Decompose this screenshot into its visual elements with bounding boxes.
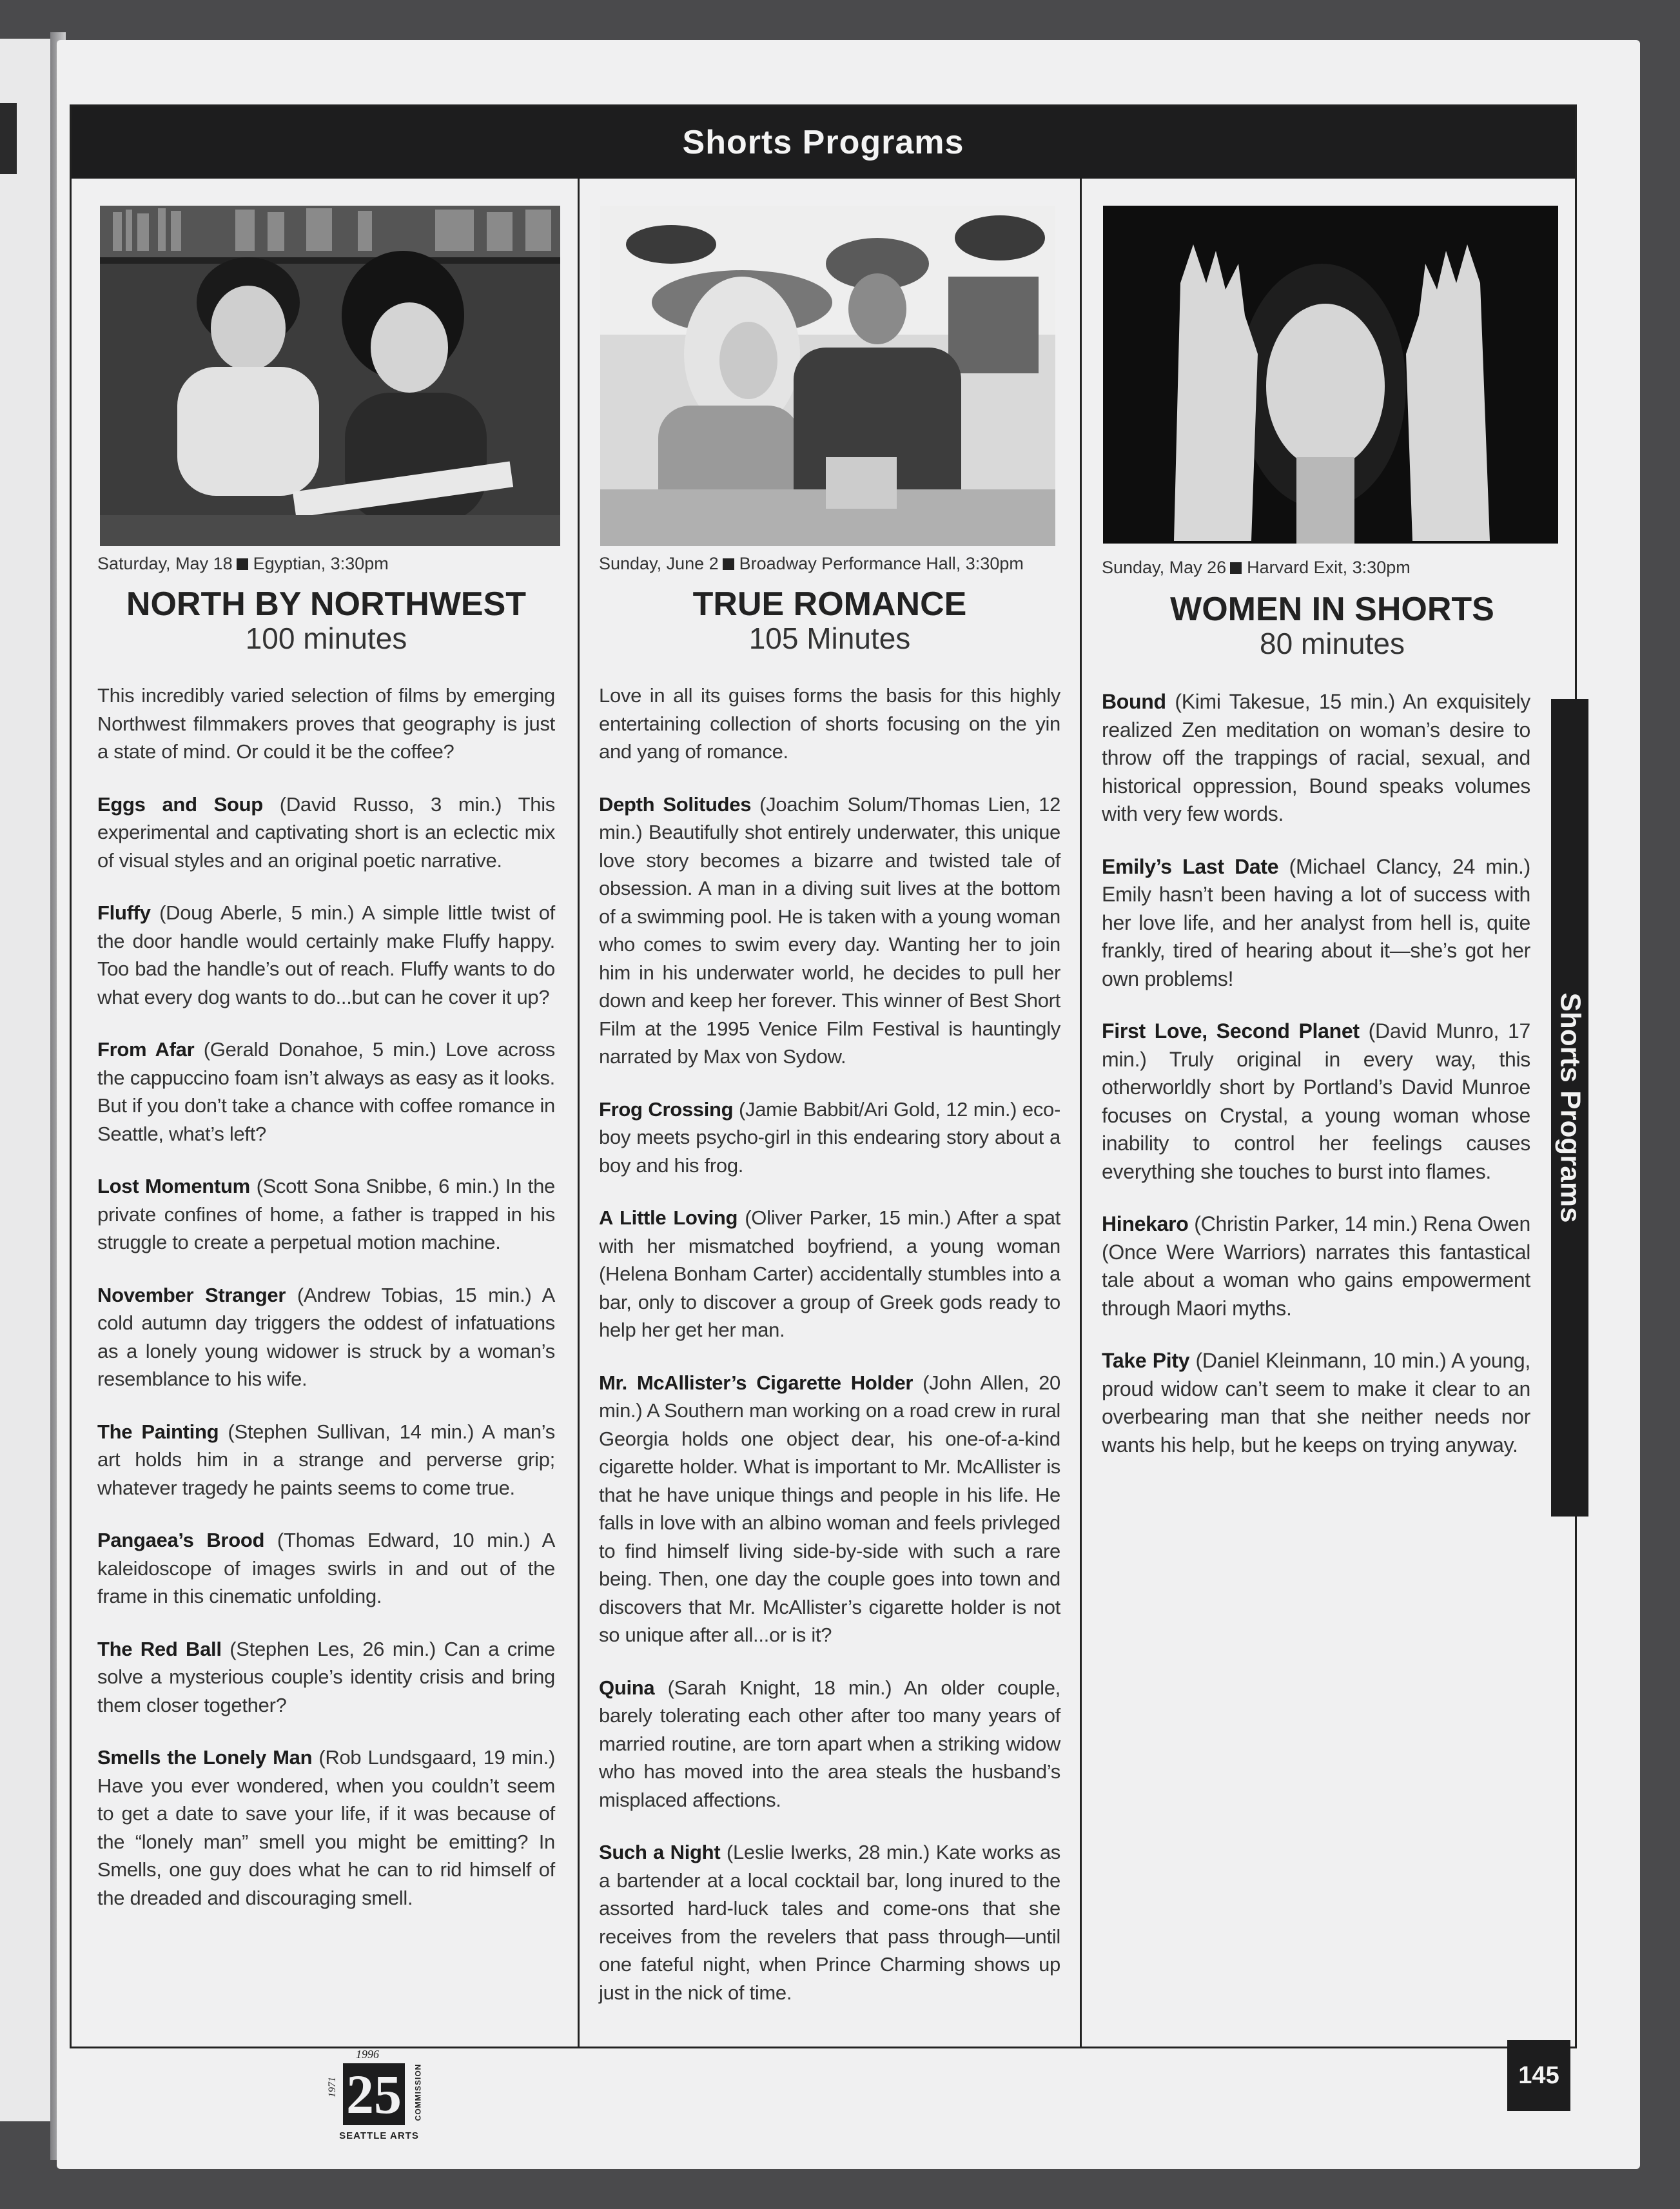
program-description bbox=[97, 682, 555, 1936]
logo-anniversary-number: 25 bbox=[343, 2063, 405, 2125]
program-intro: Love in all its guises forms the basis for this highly entertaining collection of shorts focusing on the yin and yang of romance. bbox=[599, 684, 1060, 763]
film-title: A Little Loving bbox=[599, 1206, 738, 1229]
side-tab-label: Shorts Programs bbox=[1554, 992, 1587, 1223]
program-runtime: 100 minutes bbox=[245, 622, 407, 655]
film-entry bbox=[97, 1036, 555, 1148]
film-description: (Kimi Takesue, 15 min.) An exquisitely realized Zen meditation on woman’s desire to throw off the trappings of racial, sexual, and historical oppression, Bound speaks volumes with very few words. bbox=[1102, 690, 1530, 825]
bullet-square-icon bbox=[723, 558, 734, 570]
film-description: (David Russo, 3 min.) This experimental and captivating short is an eclectic mix of visual styles and an original poetic narrative. bbox=[97, 792, 555, 872]
film-description: (Jamie Babbit/Ari Gold, 12 min.) eco-boy meets psycho-girl in this endearing story about a boy and his frog. bbox=[599, 1097, 1060, 1177]
film-title: The Red Ball bbox=[97, 1637, 222, 1660]
film-entry bbox=[599, 1204, 1060, 1344]
seattle-arts-commission-logo bbox=[327, 2048, 437, 2145]
program-column-women-in-shorts bbox=[1102, 179, 1530, 2047]
page-header-title: Shorts Programs bbox=[682, 124, 964, 161]
logo-year-end: 1996 bbox=[356, 2048, 379, 2061]
film-title: Bound bbox=[1102, 690, 1166, 713]
screening-date: Saturday, May 18 bbox=[97, 554, 233, 573]
screening-caption bbox=[97, 554, 555, 574]
program-title: NORTH BY NORTHWEST bbox=[126, 585, 527, 623]
film-description: (David Munro, 17 min.) Truly original in every way, this otherworldly short by Portland’s David Munroe focuses on Crystal, a young woman whose inability to control her feelings causes everything she touches to burst into flames. bbox=[1102, 1019, 1530, 1183]
film-title: Such a Night bbox=[599, 1841, 721, 1863]
film-entry bbox=[97, 899, 555, 1011]
program-description bbox=[1102, 688, 1530, 1484]
film-description: (John Allen, 20 min.) A Southern man working on a road crew in rural Georgia holds one object dear, his one-of-a-kind cigarette holder. What is important to Mr. McAllister is that he have unique things and people in his life. He falls in love with an albino woman and feels privleged to find himself living side-by-side with such a rare being. Then, one day the couple goes into town and discovers that Mr. McAllister’s cigarette holder is not so unique after all...or is it? bbox=[599, 1371, 1060, 1646]
film-entry bbox=[97, 1172, 555, 1257]
film-description: (Joachim Solum/Thomas Lien, 12 min.) Beautifully shot entirely underwater, this unique love story becomes a bizarre and twisted tale of obsession. A man in a diving suit lives at the bottom of a swimming pool. He is taken with a young woman who comes to swim every day. Wanting her to join him in his underwater world, he decides to pull her down and keep her forever. This winner of Best Short Film at the 1995 Venice Film Festival is hauntingly narrated by Max von Sydow. bbox=[599, 792, 1061, 1068]
film-entry bbox=[1102, 1210, 1530, 1322]
film-entry bbox=[97, 1418, 555, 1502]
film-entry bbox=[97, 1281, 555, 1393]
screening-venue: Harvard Exit, 3:30pm bbox=[1247, 558, 1411, 577]
film-title: First Love, Second Planet bbox=[1102, 1019, 1360, 1043]
film-description: (Scott Sona Snibbe, 6 min.) In the private confines of home, a father is trapped in his struggle to create a perpetual motion machine. bbox=[97, 1175, 555, 1253]
screening-caption bbox=[1102, 558, 1530, 578]
film-title: Depth Solitudes bbox=[599, 792, 752, 816]
program-runtime: 105 Minutes bbox=[748, 622, 911, 655]
film-title: Eggs and Soup bbox=[97, 792, 263, 816]
logo-year-start: 1971 bbox=[327, 2077, 338, 2097]
film-description: (Oliver Parker, 15 min.) After a spat with her mismatched boyfriend, a young woman (Helena Bonham Carter) accidentally stumbles into a bar, only to discover a group of Greek gods ready to help her get her man. bbox=[599, 1206, 1060, 1341]
film-description: (Leslie Iwerks, 28 min.) Kate works as a bartender at a local cocktail bar, long inured to the assorted hard-luck tales and come-ons that she receives from the revelers that pass through—until one fateful night, when Prince Charming shows up just in the nick of time. bbox=[599, 1841, 1061, 2004]
screening-date: Sunday, June 2 bbox=[599, 554, 719, 573]
film-title: Quina bbox=[599, 1676, 655, 1699]
film-title: Take Pity bbox=[1102, 1349, 1190, 1372]
film-description: (Christin Parker, 14 min.) Rena Owen (Once Were Warriors) narrates this fantastical tale about a woman who gains empowerment through Maori myths. bbox=[1102, 1212, 1530, 1320]
column-divider bbox=[578, 179, 580, 2047]
film-entry bbox=[97, 1635, 555, 1720]
film-title: From Afar bbox=[97, 1038, 195, 1061]
film-description: (Stephen Les, 26 min.) Can a crime solve a mysterious couple’s identity crisis and bring them closer together? bbox=[97, 1637, 555, 1716]
film-still-photo bbox=[100, 206, 560, 546]
film-entry bbox=[1102, 688, 1530, 829]
film-entry bbox=[599, 1369, 1060, 1649]
film-description: (Stephen Sullivan, 14 min.) A man’s art holds him in a strange and perverse grip; whatever tragedy he paints seems to come true. bbox=[97, 1420, 556, 1499]
film-entry bbox=[599, 1095, 1060, 1180]
program-page bbox=[57, 40, 1640, 2169]
film-entry bbox=[599, 1838, 1060, 2007]
film-entry bbox=[97, 1526, 555, 1611]
film-entry bbox=[1102, 1017, 1530, 1186]
film-title: Hinekaro bbox=[1102, 1212, 1189, 1235]
program-title: WOMEN IN SHORTS bbox=[1170, 591, 1494, 628]
film-description: (Sarah Knight, 18 min.) An older couple, barely tolerating each other after too many years of married routine, are torn apart when a striking widow who has moved into the area steals the husband’s misplaced affections. bbox=[599, 1676, 1060, 1811]
screening-caption bbox=[599, 554, 1060, 574]
film-description: (Gerald Donahoe, 5 min.) Love across the cappuccino foam isn’t always as easy as it looks. But if you don’t take a chance with coffee romance in Seattle, what’s left? bbox=[97, 1038, 555, 1145]
film-title: Fluffy bbox=[97, 901, 151, 924]
film-title: The Painting bbox=[97, 1420, 219, 1443]
film-entry bbox=[1102, 853, 1530, 994]
bullet-square-icon bbox=[1230, 562, 1242, 574]
previous-page-edge bbox=[0, 39, 50, 2121]
program-intro: This incredibly varied selection of films by emerging Northwest filmmakers proves that geography is just a state of mind. Or could it be the coffee? bbox=[97, 684, 555, 763]
program-column-true-romance bbox=[599, 179, 1060, 2047]
film-description: (Rob Lundsgaard, 19 min.) Have you ever wondered, when you couldn’t seem to get a date to save your life, if it was because of the “lonely man” smell you might be emitting? In Smells, one guy does what he can to rid himself of the dreaded and discouraging smell. bbox=[97, 1746, 556, 1909]
film-description: (Michael Clancy, 24 min.) Emily hasn’t been having a lot of success with her love life, and her analyst from hell is, quite frankly, tired of hearing about it—she’s got her own problems! bbox=[1102, 854, 1530, 990]
film-description: (Thomas Edward, 10 min.) A kaleidoscope of images swirls in and out of the frame in this cinematic unfolding. bbox=[97, 1529, 556, 1607]
film-title: Smells the Lonely Man bbox=[97, 1746, 313, 1769]
screening-date: Sunday, May 26 bbox=[1102, 558, 1227, 577]
film-entry bbox=[97, 1743, 555, 1912]
bullet-square-icon bbox=[237, 558, 248, 570]
film-still-photo bbox=[600, 206, 1055, 546]
program-description bbox=[599, 682, 1060, 2031]
film-entry bbox=[97, 790, 555, 875]
program-runtime: 80 minutes bbox=[1259, 627, 1405, 660]
film-entry bbox=[599, 1674, 1060, 1814]
film-description: (Andrew Tobias, 15 min.) A cold autumn day triggers the oddest of infatuations as a lonely young widower is struck by a woman’s resemblance to his wife. bbox=[97, 1283, 555, 1390]
film-title: November Stranger bbox=[97, 1283, 286, 1306]
film-description: (Daniel Kleinmann, 10 min.) A young, proud widow can’t seem to make it clear to an overbearing man that she neither needs nor wants his help, but he keeps on trying anyway. bbox=[1102, 1349, 1530, 1457]
logo-org-text: SEATTLE ARTS bbox=[339, 2130, 419, 2141]
section-side-tab bbox=[1551, 699, 1588, 1517]
film-title: Frog Crossing bbox=[599, 1097, 734, 1121]
film-title: Pangaea’s Brood bbox=[97, 1529, 265, 1551]
film-title: Emily’s Last Date bbox=[1102, 854, 1279, 878]
logo-commission-text: COMMISSION bbox=[413, 2063, 423, 2121]
film-title: Lost Momentum bbox=[97, 1175, 250, 1197]
film-description: (Doug Aberle, 5 min.) A simple little twist of the door handle would certainly make Fluffy happy. Too bad the handle’s out of reach. Fluffy wants to do what every dog wants to do...but can he cover it up? bbox=[97, 901, 555, 1008]
screening-venue: Broadway Performance Hall, 3:30pm bbox=[739, 554, 1024, 573]
page-frame bbox=[70, 104, 1577, 2048]
film-title: Mr. McAllister’s Cigarette Holder bbox=[599, 1371, 913, 1394]
film-entry bbox=[1102, 1347, 1530, 1459]
film-entry bbox=[599, 790, 1060, 1071]
film-still-photo bbox=[1103, 206, 1558, 544]
column-divider bbox=[1080, 179, 1082, 2047]
program-column-north-by-northwest bbox=[97, 179, 555, 2047]
header-band bbox=[72, 106, 1575, 179]
screening-venue: Egyptian, 3:30pm bbox=[253, 554, 389, 573]
page-number: 145 bbox=[1507, 2040, 1570, 2111]
program-title: TRUE ROMANCE bbox=[692, 585, 967, 623]
